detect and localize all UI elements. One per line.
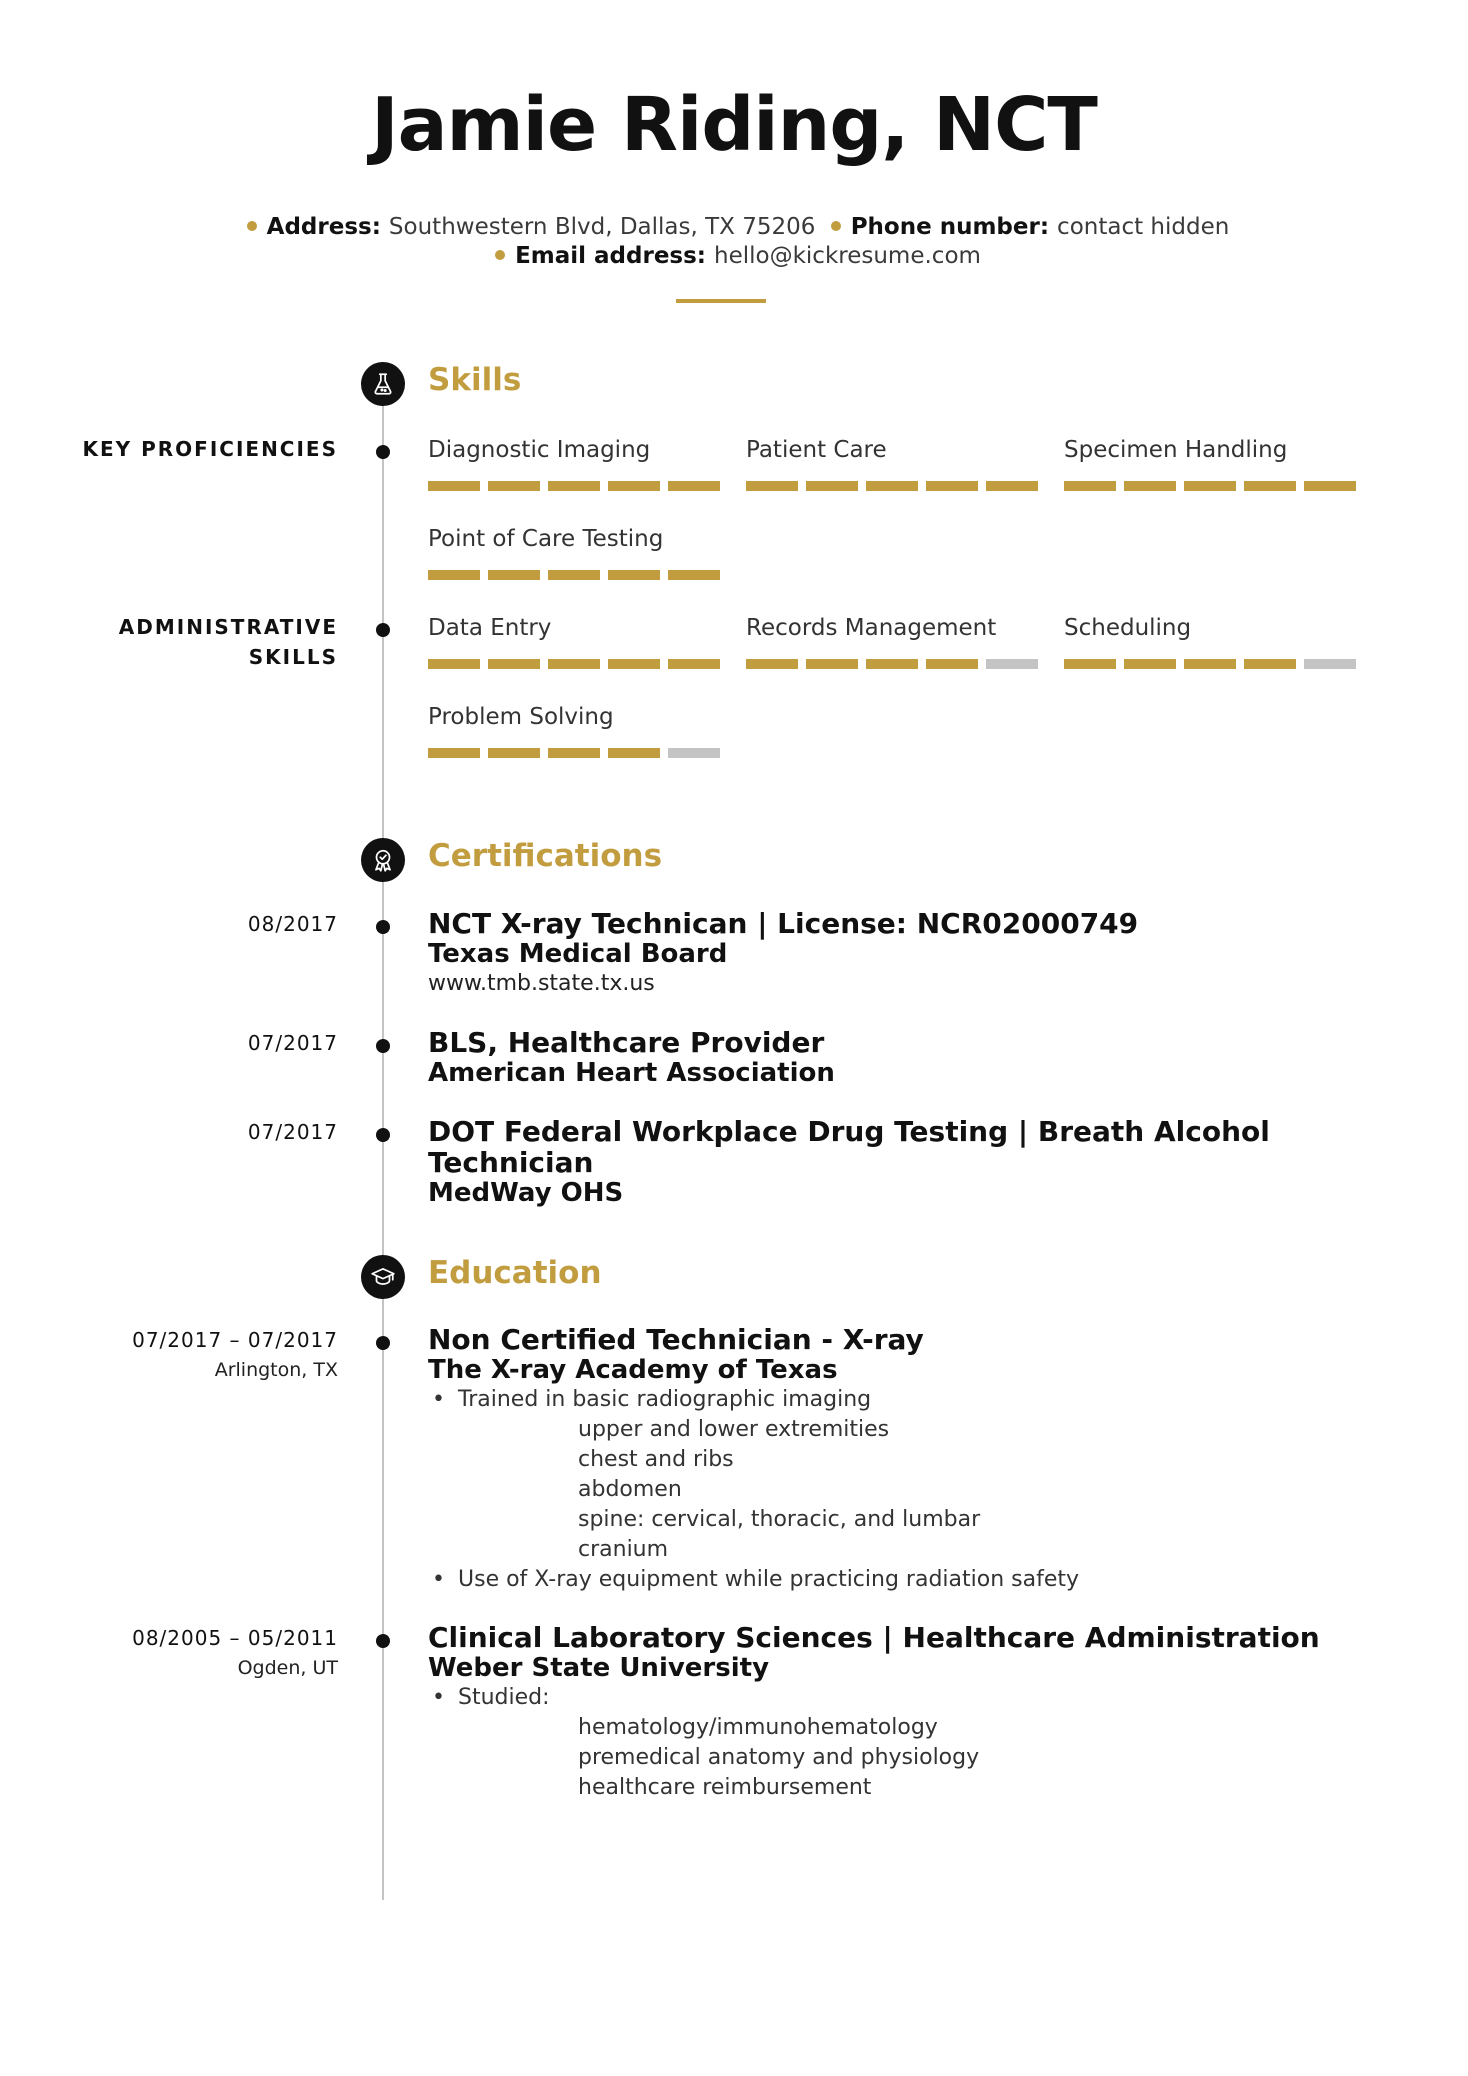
skill-bar-filled [548, 481, 600, 491]
skill-bar-filled [668, 659, 720, 669]
timeline-bullet [376, 1128, 390, 1142]
graduation-cap-icon [361, 1255, 405, 1299]
education-subitem: healthcare reimbursement [578, 1775, 872, 1800]
skill-item [1064, 611, 1356, 669]
certification-date: 07/2017 [247, 1031, 338, 1055]
skill-bar-filled [1064, 659, 1116, 669]
phone-label: Phone number: [850, 214, 1050, 240]
education-subitem: hematology/immunohematology [578, 1715, 938, 1740]
certification-title: NCT X-ray Technican | License: NCR02000749 [428, 907, 1139, 940]
skill-level-bars [428, 748, 720, 758]
timeline-bullet [376, 1336, 390, 1350]
email-label: Email address: [515, 243, 707, 269]
certification-url[interactable]: www.tmb.state.tx.us [428, 971, 655, 996]
skill-bar-filled [488, 748, 540, 758]
skill-name: Patient Care [746, 437, 887, 463]
education-details [428, 1683, 1388, 1713]
education-location: Arlington, TX [214, 1359, 338, 1381]
skill-bar-filled [1124, 481, 1176, 491]
skill-bar-empty [986, 659, 1038, 669]
skill-level-bars [1064, 481, 1356, 491]
skill-bar-filled [428, 748, 480, 758]
resume-name: Jamie Riding, NCT [371, 82, 1097, 168]
certification-issuer: MedWay OHS [428, 1178, 624, 1208]
skill-name: Records Management [746, 615, 997, 641]
skill-bar-filled [1184, 481, 1236, 491]
skill-item [1064, 433, 1356, 491]
award-badge-icon [361, 838, 405, 882]
skill-bar-filled [926, 659, 978, 669]
skill-bar-filled [428, 481, 480, 491]
skill-bar-filled [866, 481, 918, 491]
education-date: 08/2005 – 05/2011 [132, 1626, 338, 1650]
education-entry [428, 1324, 1388, 1595]
education-entry [428, 1622, 1388, 1803]
skill-group-label-line: SKILLS [248, 645, 338, 669]
contact-line-1 [0, 214, 1468, 240]
skill-bar-empty [668, 748, 720, 758]
certification-title: DOT Federal Workplace Drug Testing | Breath Alcohol Technician [428, 1115, 1270, 1179]
certification-entry [428, 1027, 1388, 1088]
skill-name: Problem Solving [428, 704, 614, 730]
skill-item [746, 433, 1038, 491]
certification-entry [428, 908, 1388, 999]
skill-bar-filled [668, 481, 720, 491]
skill-bar-filled [1184, 659, 1236, 669]
skill-bar-filled [1304, 481, 1356, 491]
skill-name: Diagnostic Imaging [428, 437, 651, 463]
skill-name: Specimen Handling [1064, 437, 1288, 463]
contact-line-2 [0, 243, 1468, 269]
skill-name: Point of Care Testing [428, 526, 664, 552]
education-date: 07/2017 – 07/2017 [132, 1328, 338, 1352]
skill-group-label-line: ADMINISTRATIVE [118, 615, 338, 639]
education-school: Weber State University [428, 1653, 770, 1683]
skill-bar-filled [866, 659, 918, 669]
education-details [428, 1565, 1388, 1595]
skill-bar-filled [428, 659, 480, 669]
skill-bar-filled [608, 570, 660, 580]
education-location: Ogden, UT [237, 1657, 338, 1679]
education-subitem: premedical anatomy and physiology [578, 1745, 980, 1770]
education-details [428, 1385, 1388, 1415]
certifications-section-title: Certifications [428, 838, 663, 874]
skill-group-label-line: KEY PROFICIENCIES [82, 437, 338, 461]
education-bullet: • Trained in basic radiographic imaging [428, 1385, 1388, 1415]
certification-date: 07/2017 [247, 1120, 338, 1144]
skill-bar-filled [548, 570, 600, 580]
skills-section-title: Skills [428, 362, 522, 398]
bullet-dot-icon [247, 221, 257, 231]
skill-bar-filled [1244, 659, 1296, 669]
skill-bar-filled [1064, 481, 1116, 491]
skill-bar-filled [548, 659, 600, 669]
skill-bar-filled [926, 481, 978, 491]
education-school: The X-ray Academy of Texas [428, 1355, 838, 1385]
skill-bar-filled [608, 659, 660, 669]
education-bullet: • Use of X-ray equipment while practicing radiation safety [428, 1565, 1388, 1595]
skill-item [746, 611, 1038, 669]
skill-bar-filled [746, 481, 798, 491]
skill-bar-filled [488, 570, 540, 580]
skill-level-bars [746, 659, 1038, 669]
skill-name: Data Entry [428, 615, 552, 641]
education-subitem: upper and lower extremities [578, 1417, 890, 1442]
timeline-bullet [376, 445, 390, 459]
certification-title: BLS, Healthcare Provider [428, 1026, 825, 1059]
certification-date: 08/2017 [247, 912, 338, 936]
skill-bar-filled [488, 481, 540, 491]
skill-bar-empty [1304, 659, 1356, 669]
skill-bar-filled [986, 481, 1038, 491]
skill-bar-filled [806, 659, 858, 669]
skill-bar-filled [548, 748, 600, 758]
education-subitem: spine: cervical, thoracic, and lumbar [578, 1507, 981, 1532]
skill-group-label [83, 434, 338, 464]
skill-level-bars [1064, 659, 1356, 669]
certification-issuer: Texas Medical Board [428, 939, 728, 969]
skill-item [428, 522, 720, 580]
bullet-dot-icon [831, 221, 841, 231]
skill-group-label [119, 612, 338, 672]
timeline-bullet [376, 623, 390, 637]
skill-bar-filled [746, 659, 798, 669]
address-value: Southwestern Blvd, Dallas, TX 75206 [388, 214, 816, 240]
skill-bar-filled [488, 659, 540, 669]
skill-bar-filled [1124, 659, 1176, 669]
skill-item [428, 611, 720, 669]
skill-bar-filled [668, 570, 720, 580]
flask-icon [361, 362, 405, 406]
education-section-title: Education [428, 1255, 602, 1291]
skill-item [428, 700, 720, 758]
certification-entry [428, 1116, 1388, 1208]
header-divider [676, 299, 766, 303]
skill-level-bars [428, 570, 720, 580]
skill-bar-filled [806, 481, 858, 491]
skill-bar-filled [1244, 481, 1296, 491]
skill-name: Scheduling [1064, 615, 1192, 641]
email-value[interactable]: hello@kickresume.com [714, 243, 981, 269]
skill-level-bars [428, 659, 720, 669]
skill-bar-filled [428, 570, 480, 580]
education-bullet: • Studied: [428, 1683, 1388, 1713]
education-title: Clinical Laboratory Sciences | Healthcare Administration [428, 1621, 1320, 1654]
timeline-bullet [376, 1634, 390, 1648]
education-subitem: cranium [578, 1537, 669, 1562]
skill-bar-filled [608, 748, 660, 758]
skill-bar-filled [608, 481, 660, 491]
education-subitem: abdomen [578, 1477, 682, 1502]
certification-issuer: American Heart Association [428, 1058, 835, 1088]
skill-level-bars [428, 481, 720, 491]
skill-level-bars [746, 481, 1038, 491]
phone-value: contact hidden [1057, 214, 1230, 240]
bullet-dot-icon [495, 250, 505, 260]
education-subitem: chest and ribs [578, 1447, 734, 1472]
timeline-bullet [376, 920, 390, 934]
education-title: Non Certified Technician - X-ray [428, 1323, 924, 1356]
timeline-bullet [376, 1039, 390, 1053]
address-label: Address: [266, 214, 381, 240]
skill-item [428, 433, 720, 491]
